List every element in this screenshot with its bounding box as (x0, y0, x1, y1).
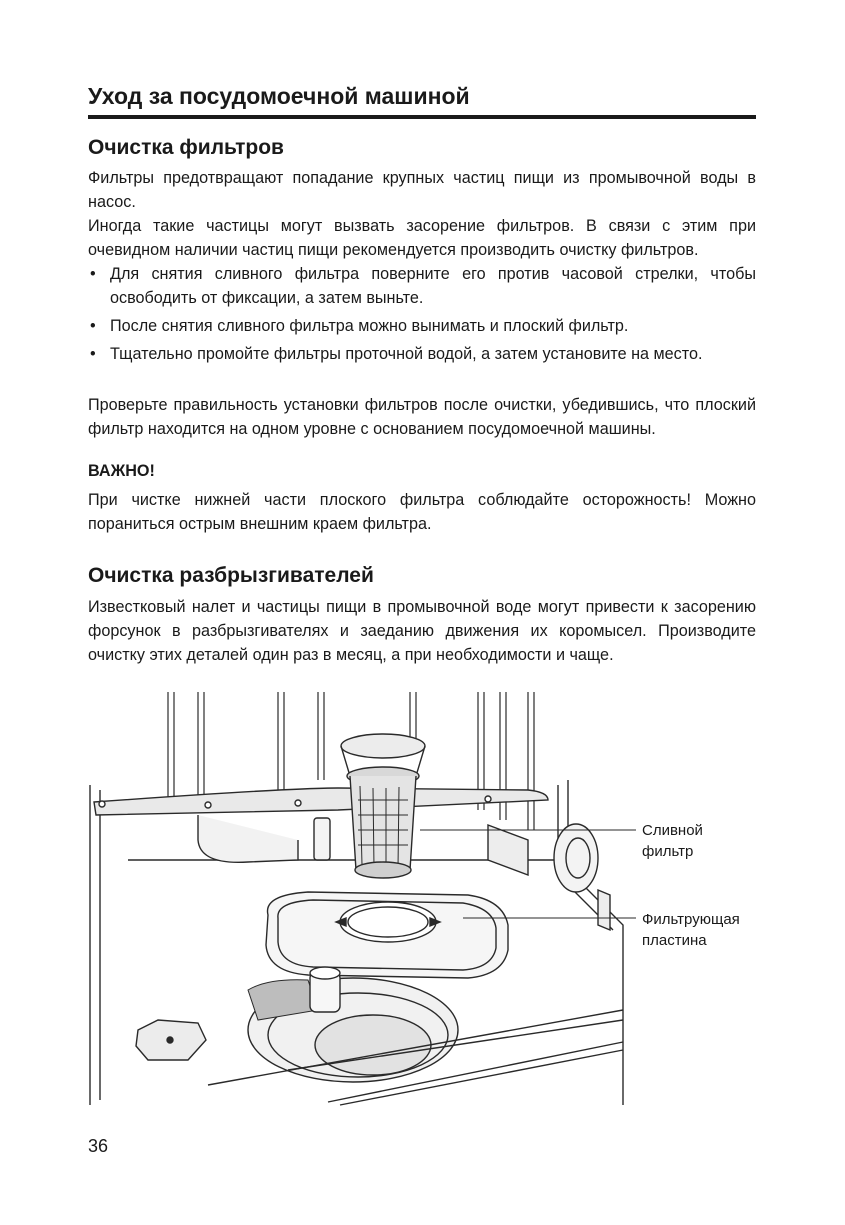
callout-drain-filter-line-1: Сливной (642, 822, 703, 839)
filters-paragraph-2: Иногда такие частицы могут вызвать засорение фильтров. В связи с этим при очевидном наличии частиц пищи рекомендуется производить очистку фильтров. (88, 217, 756, 259)
rinse-nozzle (314, 818, 330, 860)
filters-bullet-2: • После снятия сливного фильтра можно вынимать и плоский фильтр. (88, 314, 756, 338)
sprayers-paragraph-1: Известковый налет и частицы пищи в промывочной воде могут привести к засорению форсунок в разбрызгивателях и заеданию движения их коромысел. Производите очистку этих деталей один раз в месяц, а при необходимости и чаще. (88, 598, 756, 664)
filters-bullet-list (88, 262, 756, 370)
callout-filter-plate (642, 909, 740, 951)
drain-filter (341, 734, 425, 878)
sump (248, 967, 458, 1082)
filters-paragraph-1: Фильтры предотвращают попадание крупных частиц пищи из промывочной воды в насос. (88, 169, 756, 211)
section-heading-filters: Очистка фильтров (88, 136, 284, 159)
detached-part (136, 1020, 206, 1060)
filters-bullet-1: • Для снятия сливного фильтра поверните его против часовой стрелки, чтобы освободить от фиксации, а затем выньте. (88, 262, 756, 310)
filters-bullet-3: • Тщательно промойте фильтры проточной водой, а затем установите на место. (88, 342, 756, 366)
section-heading-sprayers: Очистка разбрызгивателей (88, 564, 374, 587)
page-title: Уход за посудомоечной машиной (88, 83, 470, 109)
callout-drain-filter (642, 820, 703, 862)
callout-drain-filter-line-2: фильтр (642, 843, 694, 860)
page-number: 36 (88, 1136, 109, 1156)
dishwasher-filter-illustration (88, 690, 756, 1110)
side-port (488, 824, 610, 930)
callout-filter-plate-line-1: Фильтрующая (642, 911, 740, 928)
important-text: При чистке нижней части плоского фильтра соблюдайте осторожность! Можно пораниться острым внешним краем фильтра. (88, 491, 756, 533)
title-rule (88, 115, 756, 119)
important-label: ВАЖНО! (88, 462, 155, 480)
callout-filter-plate-line-2: пластина (642, 932, 707, 949)
spray-arm (94, 788, 548, 815)
filters-paragraph-3: Проверьте правильность установки фильтров после очистки, убедившись, что плоский фильтр находится на одном уровне с основанием посудомоечной машины. (88, 396, 756, 438)
flat-filter-plate (266, 892, 508, 978)
bracket (198, 815, 298, 862)
